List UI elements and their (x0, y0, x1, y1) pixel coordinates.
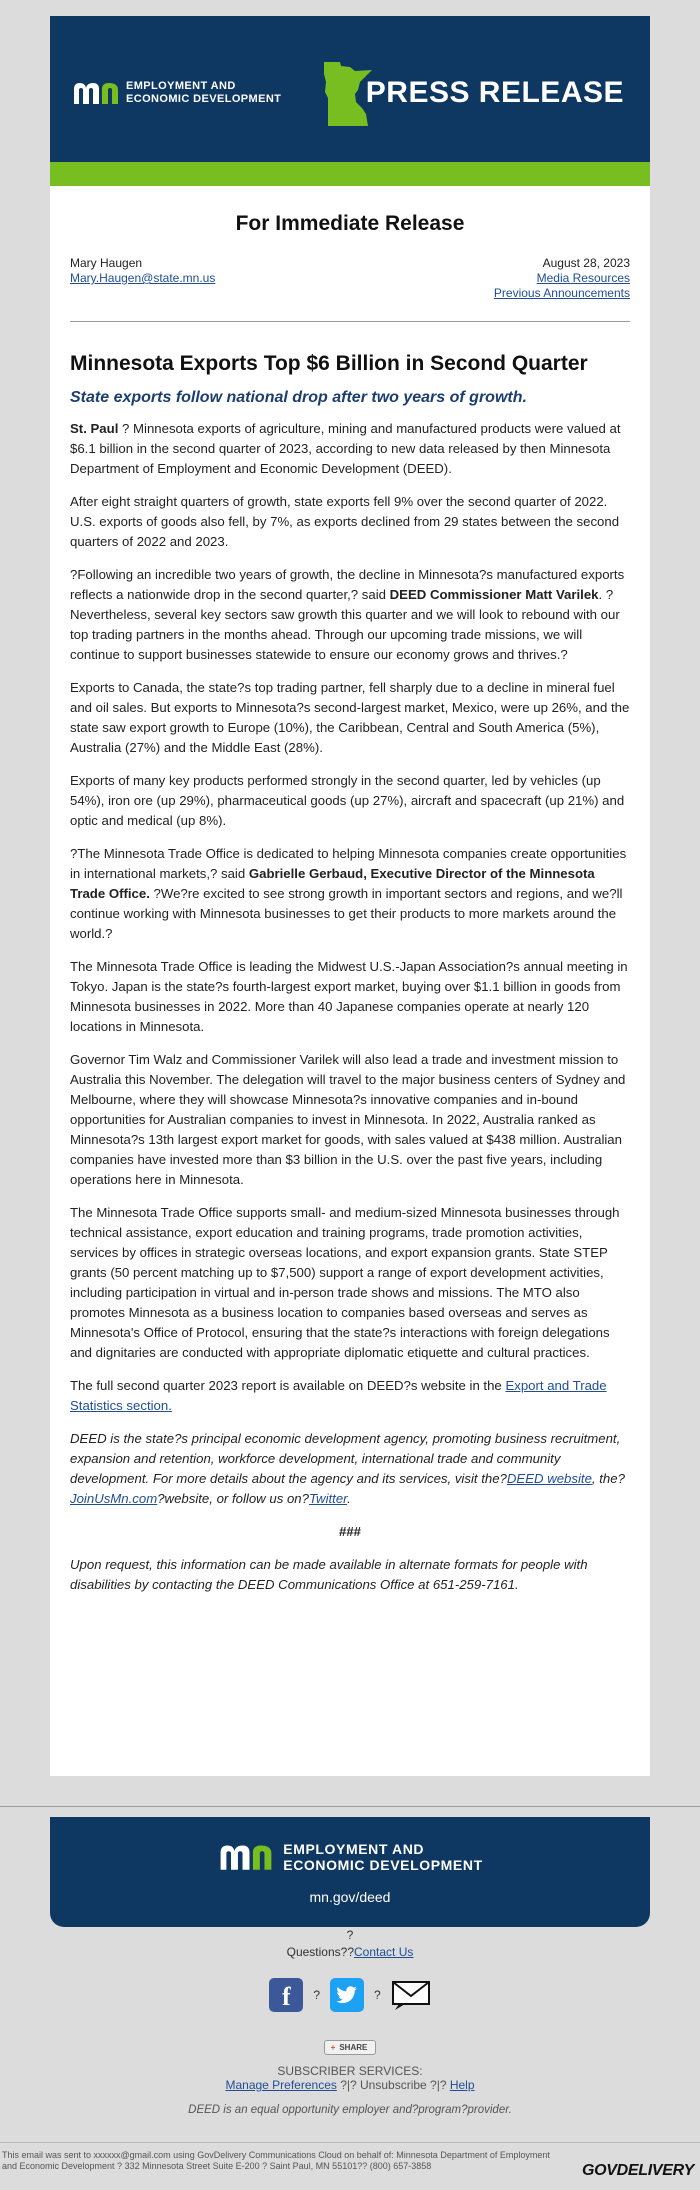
paragraph (70, 1376, 630, 1416)
release-date: August 28, 2023 (542, 256, 630, 270)
footer-banner (50, 1817, 650, 1927)
press-release-title: PRESS RELEASE (365, 76, 624, 109)
footer-logo-text (283, 1841, 482, 1873)
end-marker: ### (338, 1524, 361, 1539)
m-logo-icon (72, 80, 120, 106)
paragraph-text: ?website, or follow us on? (157, 1491, 309, 1506)
export-stats-link[interactable]: Export and Trade Statistics section. (70, 1378, 607, 1413)
joinusmn-link[interactable]: JoinUsMn.com (70, 1491, 158, 1506)
subscriber-services-label: SUBSCRIBER SERVICES: (277, 2064, 423, 2078)
paragraph-text: . ?Nevertheless, several key sectors saw growth this quarter and we will look to rebound with our top trading partners in the months ahead. Through our upcoming trade missions, we will continue to support businesses statewide to ensure our economy grows and thrives.? (70, 587, 620, 662)
release-meta (50, 256, 650, 301)
m-logo-icon (217, 1842, 275, 1872)
media-resources-link[interactable]: Media Resources (536, 271, 630, 285)
paragraph (70, 565, 630, 665)
paragraph-text: ?Following an incredible two years of growth, the decline in Minnesota?s manufactured exports reflects a nationwide drop in the second quarter,? said (70, 567, 625, 602)
paragraph-text: The full second quarter 2023 report is available on DEED?s website in the (70, 1378, 506, 1393)
paragraph: Exports to Canada, the state?s top trading partner, fell sharply due to a decline in mineral fuel and oil sales. But exports to Minnesota?s second-largest market, Mexico, were up 26%, and the state saw export growth to Europe (10%), the Caribbean, Central and South America (5%), Australia (27%) and the Middle East (28%). (70, 680, 630, 755)
article-body (50, 419, 650, 1595)
subscriber-services (0, 2064, 700, 2092)
paragraph: The Minnesota Trade Office supports small- and medium-sized Minnesota businesses through technical assistance, export education and training programs, trade promotion activities, services by offices in strategic overseas locations, and export expansion grants. State STEP grants (50 percent matching up to $7,500) support a range of export development activities, including participation in virtual and in-person trade shows and missions. The MTO also promotes Minnesota as a business location to companies based overseas and serves as Minnesota's Office of Protocol, ensuring that the state?s interactions with foreign delegations and dignitaries are conducted with appropriate diplomatic etiquette and cultural practices. (70, 1205, 620, 1360)
share-block (0, 2037, 700, 2055)
paragraph-text: . (347, 1491, 351, 1506)
unsubscribe-text: ?|? Unsubscribe ?|? (336, 2078, 450, 2092)
deed-logo (72, 80, 281, 106)
paragraph (70, 1429, 630, 1509)
contact-us-link[interactable]: Contact Us (354, 1945, 414, 1959)
header-banner (50, 16, 650, 162)
speaker-name: Gabrielle Gerbaud, Executive Director of the Minnesota Trade Office. (70, 866, 595, 901)
paragraph (70, 844, 630, 944)
logo-line-2: ECONOMIC DEVELOPMENT (126, 93, 282, 105)
legal-notice: This email was sent to xxxxxx@gmail.com using GovDelivery Communications Cloud on behalf of: Minnesota Department of Employment and Economic Development ? 332 Minnesota Street Suite E-200 ? Saint Paul, MN 55101?? (800) 657-3858 (2, 2150, 550, 2171)
questions-block (0, 1927, 700, 1961)
deed-website-link[interactable]: DEED website (506, 1471, 592, 1486)
date-links-block (494, 256, 630, 301)
twitter-bird-icon (336, 1986, 358, 2004)
share-label: SHARE (339, 2043, 368, 2052)
spacer-char: ? (346, 1928, 354, 1942)
page-divider (0, 1806, 700, 1807)
paragraph: Upon request, this information can be made available in alternate formats for people with disabilities by contacting the DEED Communications Office at 651-259-7161. (70, 1557, 588, 1592)
contact-block (70, 256, 215, 301)
email-icon[interactable] (391, 1978, 431, 2012)
paragraph (70, 419, 630, 479)
contact-name: Mary Haugen (70, 256, 143, 270)
paragraph-text: ?We?re excited to see strong growth in important sectors and regions, and we?ll continue working with Minnesota businesses to get their products to more markets around the world.? (70, 886, 623, 941)
speaker-name: DEED Commissioner Matt Varilek (389, 587, 599, 602)
twitter-link[interactable]: Twitter (308, 1491, 348, 1506)
questions-label: Questions?? (286, 1945, 355, 1959)
footer-logo-line-1: EMPLOYMENT AND (283, 1841, 425, 1857)
footer-logo-line-2: ECONOMIC DEVELOPMENT (283, 1857, 483, 1873)
facebook-icon[interactable]: f (269, 1978, 303, 2012)
logo-text (126, 80, 281, 106)
twitter-icon[interactable] (330, 1978, 364, 2012)
bottom-divider (0, 2142, 700, 2143)
separator: ? (313, 1988, 320, 2002)
paragraph-text: ? Minnesota exports of agriculture, mining and manufactured products were valued at $6.1 billion in the second quarter of 2023, according to new data released by then Minnesota Department of Employment and Economic Development (DEED). (70, 421, 621, 476)
govdelivery-logo: GOVDELIVERY (582, 2162, 694, 2179)
paragraph: Exports of many key products performed strongly in the second quarter, led by vehicles (up 54%), iron ore (up 29%), pharmaceutical goods (up 27%), aircraft and spacecraft (up 21%) and optic and medical (up 8%). (70, 773, 625, 828)
plus-icon: + (330, 2043, 336, 2052)
contact-email-link[interactable]: Mary.Haugen@state.mn.us (70, 271, 216, 285)
paragraph: The Minnesota Trade Office is leading the Midwest U.S.-Japan Association?s annual meeting in Tokyo. Japan is the state?s fourth-largest export market, buying over $1.1 billion in goods from Minnesota businesses in 2022. More than 40 Japanese companies operate at nearly 120 locations in Minnesota. (70, 959, 628, 1034)
help-link[interactable]: Help (449, 2078, 475, 2092)
paragraph: Governor Tim Walz and Commissioner Varilek will also lead a trade and investment mission to Australia this November. The delegation will travel to the major business centers of Sydney and Melbourne, where they will showcase Minnesota?s innovative companies and in-bound opportunities for Australian companies to invest in Minnesota. In 2022, Australia ranked as Minnesota?s 13th largest export market for goods, with sales valued at $438 million. Australian companies have invested more than $3 billion in the U.S. over the past five years, including operations here in Minnesota. (70, 1052, 626, 1187)
paragraph-text: DEED is the state?s principal economic development agency, promoting business recruitment, expansion and retention, workforce development, international trade and community development. For more details about the agency and its services, visit the? (70, 1431, 621, 1486)
article-subtitle: State exports follow national drop after two years of growth. (70, 389, 527, 406)
paragraph: After eight straight quarters of growth, state exports fell 9% over the second quarter of 2022. U.S. exports of goods also fell, by 7%, as exports declined from 29 states between the second quarters of 2022 and 2023. (70, 494, 620, 549)
press-release-card (50, 16, 650, 1776)
dateline: St. Paul (70, 421, 119, 436)
footer-url: mn.gov/deed (309, 1889, 391, 1905)
footer-logo (50, 1841, 650, 1873)
green-stripe (50, 162, 650, 186)
divider (70, 321, 630, 322)
separator: ? (374, 1988, 381, 2002)
manage-preferences-link[interactable]: Manage Preferences (225, 2078, 337, 2092)
article-title: Minnesota Exports Top $6 Billion in Second Quarter (70, 352, 588, 375)
previous-announcements-link[interactable]: Previous Announcements (493, 286, 630, 300)
release-heading: For Immediate Release (235, 212, 465, 235)
eeo-statement: DEED is an equal opportunity employer and?program?provider. (188, 2104, 512, 2116)
paragraph-text: , the? (591, 1471, 625, 1486)
paragraph-text: ?The Minnesota Trade Office is dedicated to helping Minnesota companies create opportunities in international markets,? said (70, 846, 627, 881)
logo-line-1: EMPLOYMENT AND (126, 80, 236, 92)
share-button[interactable] (324, 2040, 377, 2055)
social-links (0, 1978, 700, 2012)
